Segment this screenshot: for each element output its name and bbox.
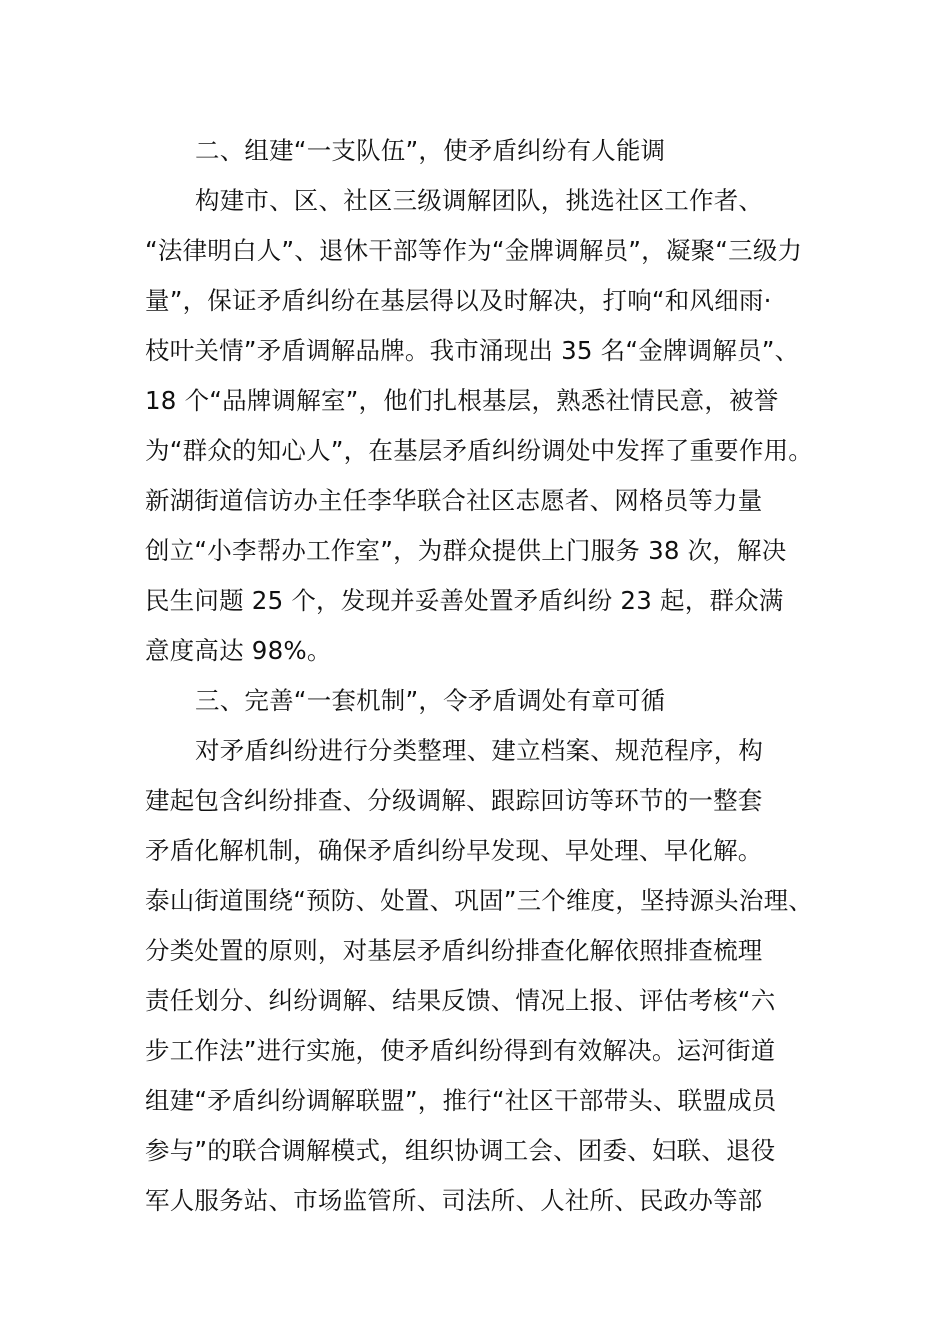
paragraph-line: 参与”的联合调解模式，组织协调工会、团委、妇联、退役 [145,1136,776,1165]
paragraph-line: 军人服务站、市场监管所、司法所、人社所、民政办等部 [145,1186,763,1215]
section-heading-3: 三、完善“一套机制”，令矛盾调处有章可循 [195,686,666,715]
paragraph-line: 步工作法”进行实施，使矛盾纠纷得到有效解决。运河街道 [145,1036,776,1065]
paragraph-line: 分类处置的原则，对基层矛盾纠纷排查化解依照排查梳理 [145,936,763,965]
paragraph-line: 18 个“品牌调解室”，他们扎根基层，熟悉社情民意，被誉 [145,386,779,415]
paragraph-line: 组建“矛盾纠纷调解联盟”，推行“社区干部带头、联盟成员 [145,1086,777,1115]
paragraph-line: 意度高达 98%。 [145,636,332,665]
paragraph-line: 民生问题 25 个，发现并妥善处置矛盾纠纷 23 起，群众满 [145,586,784,615]
paragraph-line: 为“群众的知心人”，在基层矛盾纠纷调处中发挥了重要作用。 [145,436,813,465]
section-heading-2: 二、组建“一支队伍”，使矛盾纠纷有人能调 [195,136,666,165]
paragraph-line: 建起包含纠纷排查、分级调解、跟踪回访等环节的一整套 [145,786,763,815]
paragraph-line: 枝叶关情”矛盾调解品牌。我市涌现出 35 名“金牌调解员”、 [145,336,800,365]
paragraph-line: 新湖街道信访办主任李华联合社区志愿者、网格员等力量 [145,486,763,515]
paragraph-line: 构建市、区、社区三级调解团队，挑选社区工作者、 [195,186,764,215]
paragraph-line: 责任划分、纠纷调解、结果反馈、情况上报、评估考核“六 [145,986,776,1015]
paragraph-line: 创立“小李帮办工作室”，为群众提供上门服务 38 次，解决 [145,536,787,565]
paragraph-line: 对矛盾纠纷进行分类整理、建立档案、规范程序，构 [195,736,764,765]
paragraph-line: 泰山街道围绕“预防、处置、巩固”三个维度，坚持源头治理、 [145,886,813,915]
paragraph-line: “法律明白人”、退休干部等作为“金牌调解员”，凝聚“三级力 [145,236,803,265]
paragraph-line: 矛盾化解机制，确保矛盾纠纷早发现、早处理、早化解。 [145,836,763,865]
paragraph-line: 量”，保证矛盾纠纷在基层得以及时解决，打响“和风细雨· [145,286,772,315]
